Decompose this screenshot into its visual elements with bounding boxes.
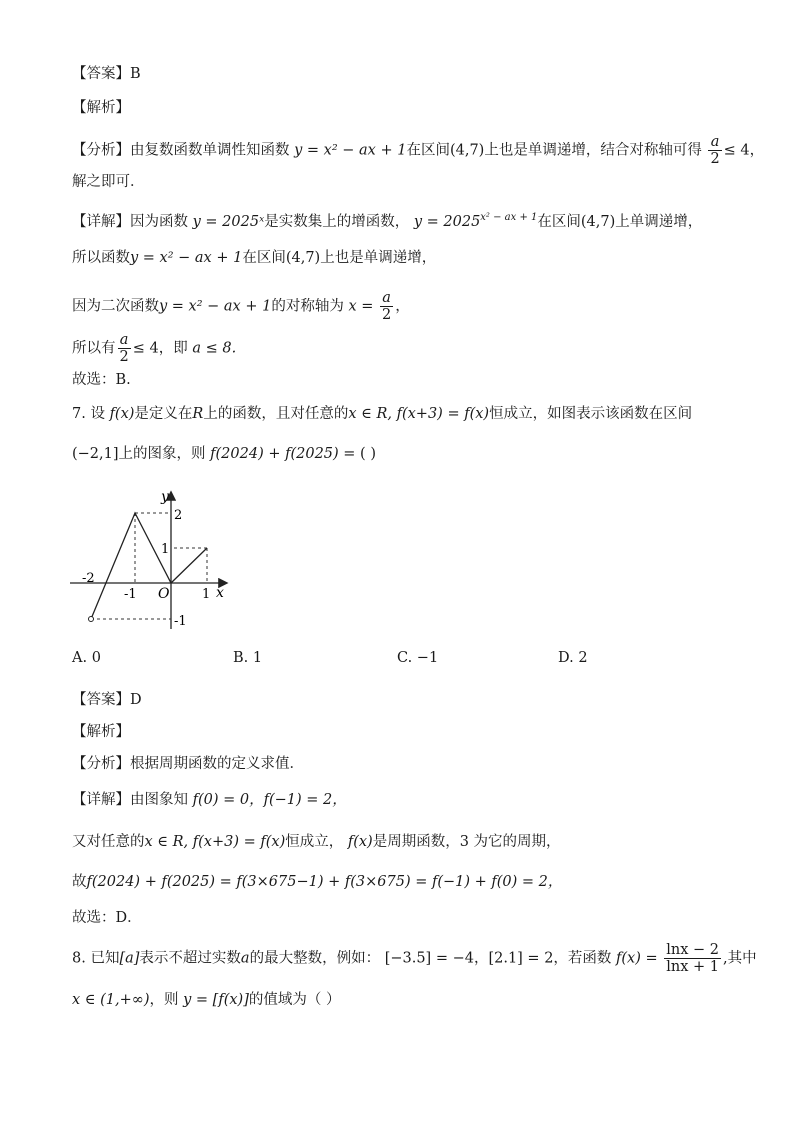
q7-stem-line1 — [72, 404, 692, 424]
option-a: A. 0 — [72, 650, 101, 666]
text: 在区间 — [537, 213, 581, 230]
math-domain: x ∈ (1,+∞) — [72, 992, 150, 1008]
text: 由图象知 — [130, 792, 188, 808]
q6-choice — [72, 370, 131, 390]
q6-fenxi-end — [72, 172, 145, 192]
text: 解之即可． — [72, 174, 145, 190]
math-func: y = x² − ax + 1 — [159, 298, 272, 315]
dashed-guides — [91, 513, 207, 619]
q6-fenxi-line — [72, 134, 764, 167]
text: 8. 已知 — [72, 950, 120, 967]
q6-analysis-line — [72, 98, 130, 118]
tick-x-neg2: -2 — [82, 571, 95, 586]
math-func: f(x) — [347, 834, 373, 850]
option-b: B. 1 — [233, 650, 263, 666]
q7-choice — [72, 908, 142, 928]
text: ≤ 4，即 — [132, 340, 188, 357]
fenxi-tag: 【分析】 — [72, 142, 130, 159]
x-axis-label: x — [216, 585, 224, 601]
answer-tag: 【答案】 — [72, 692, 130, 708]
option-d: D. 2 — [558, 650, 588, 666]
q7-xiangjie-line1 — [72, 790, 347, 810]
math-example: [2.1] = 2， — [488, 950, 568, 967]
q6-xiangjie-line1 — [72, 208, 702, 232]
fraction — [664, 942, 721, 975]
math-ineq: a ≤ 8. — [192, 340, 237, 357]
math-var: R — [192, 406, 204, 422]
open-endpoint — [89, 617, 94, 622]
text: 在区间 — [242, 250, 286, 266]
text: 上单调递增， — [615, 213, 703, 230]
text: 上的图象，则 — [118, 446, 206, 462]
q6-xiangjie-line2 — [72, 248, 436, 268]
q7-analysis-line — [72, 722, 130, 742]
answer-tag: 【答案】 — [72, 66, 130, 82]
q7-fenxi-line — [72, 754, 304, 774]
q6-xiangjie-line3 — [72, 290, 410, 323]
text: 因为函数 — [130, 213, 188, 230]
text: 所以函数 — [72, 250, 130, 266]
math-floor: [a] — [119, 950, 140, 967]
math-func — [414, 214, 538, 230]
text: 是周期函数，3 为它的周期， — [372, 834, 561, 850]
q7-xiangjie-line3 — [72, 872, 562, 892]
text: 故选：D． — [72, 910, 142, 926]
fraction-num: a — [118, 332, 131, 349]
fraction — [380, 290, 393, 323]
tick-y-neg1: -1 — [174, 614, 187, 629]
analysis-tag: 【解析】 — [72, 100, 130, 116]
function-graph — [60, 485, 240, 635]
origin-label: O — [158, 586, 170, 602]
fraction-num: a — [708, 134, 721, 151]
math-expr: f(2024) + f(2025) = f(3×675−1) + f(3×675) = f(−1) + f(0) = 2， — [86, 874, 563, 890]
math-expr: f(0) = 0，f(−1) = 2， — [192, 792, 347, 808]
tick-x-1: 1 — [202, 587, 211, 602]
q7-stem-line2 — [72, 444, 376, 464]
answer-blank: ( ) — [360, 446, 376, 462]
text: 是定义在 — [134, 406, 193, 422]
text: 在区间 — [406, 142, 450, 159]
math-interval: (4,7) — [285, 250, 321, 266]
text: 上也是单调递增，结合对称轴可得 — [484, 142, 702, 159]
text: 故选：B. — [72, 372, 131, 388]
math-var: a — [240, 950, 250, 967]
fraction-den: 2 — [382, 307, 392, 323]
text: ，则 — [149, 992, 179, 1008]
option-c: C. −1 — [397, 650, 439, 666]
math-cond: x ∈ R, f(x+3) = f(x) — [348, 406, 490, 422]
text: 所以有 — [72, 340, 116, 357]
exp-power: x² − ax + 1 — [480, 212, 538, 223]
tick-y-1: 1 — [161, 542, 170, 557]
text: 故 — [72, 874, 87, 890]
xiangjie-tag: 【详解】 — [72, 213, 130, 230]
tick-y-2: 2 — [174, 508, 183, 523]
q6-answer-line — [72, 64, 141, 84]
math-example: [−3.5] = −4， — [384, 950, 489, 967]
answer-value: B — [130, 66, 141, 82]
function-curve — [91, 513, 207, 619]
math-func: y = x² − ax + 1 — [130, 250, 243, 266]
math-func: y = [f(x)] — [183, 992, 249, 1008]
text: 上也是单调递增， — [320, 250, 437, 266]
math-func: y = 2025ˣ — [192, 213, 265, 230]
text: 恒成立， — [285, 834, 344, 850]
fraction — [708, 134, 721, 167]
math-interval: (4,7) — [449, 142, 485, 159]
y-axis-label: y — [161, 489, 169, 505]
text: 又对任意的 — [72, 834, 145, 850]
fraction-num: a — [380, 290, 393, 307]
text: 上的函数，且对任意的 — [203, 406, 349, 422]
math-cond: x ∈ R, f(x+3) = f(x) — [144, 834, 286, 850]
q7-xiangjie-line2 — [72, 832, 561, 852]
text: ， — [395, 298, 410, 315]
text: 由复数函数单调性知函数 — [130, 142, 290, 159]
q8-stem-line1 — [72, 942, 757, 975]
fraction — [118, 332, 131, 365]
math-ineq: ≤ 4， — [723, 142, 765, 159]
text: 若函数 — [567, 950, 612, 967]
fraction-den: 2 — [119, 349, 129, 365]
math-interval: (4,7) — [580, 213, 616, 230]
math-var: x = — [348, 298, 374, 315]
text: 的最大整数，例如： — [249, 950, 381, 967]
fraction-num: lnx − 2 — [666, 942, 720, 958]
q8-stem-line2 — [72, 990, 340, 1010]
fraction-den: 2 — [710, 151, 720, 167]
q7-answer-line — [72, 690, 142, 710]
analysis-tag: 【解析】 — [72, 724, 130, 740]
math-expr: f(2024) + f(2025) = — [210, 446, 356, 462]
text: 表示不超过实数 — [139, 950, 241, 967]
math-interval: (−2,1] — [72, 446, 119, 462]
q6-xiangjie-line4 — [72, 332, 236, 365]
exp-base: y = 2025 — [413, 213, 481, 230]
math-func: f(x) = — [616, 950, 658, 967]
math-func: y = x² − ax + 1 — [294, 142, 407, 159]
text: 7. 设 — [72, 406, 105, 422]
text: ,其中 — [723, 950, 757, 967]
math-func: f(x) — [109, 406, 135, 422]
text: 的值域为（ ） — [248, 992, 341, 1008]
text: 是实数集上的增函数， — [264, 213, 410, 230]
tick-x-neg1: -1 — [124, 587, 137, 602]
answer-value: D — [130, 692, 142, 708]
fraction-den: lnx + 1 — [666, 959, 720, 975]
xiangjie-tag: 【详解】 — [72, 792, 130, 808]
text: 的对称轴为 — [271, 298, 344, 315]
fenxi-tag: 【分析】 — [72, 756, 130, 772]
text: 根据周期函数的定义求值． — [130, 756, 304, 772]
text: 因为二次函数 — [72, 298, 159, 315]
text: 恒成立，如图表示该函数在区间 — [489, 406, 693, 422]
